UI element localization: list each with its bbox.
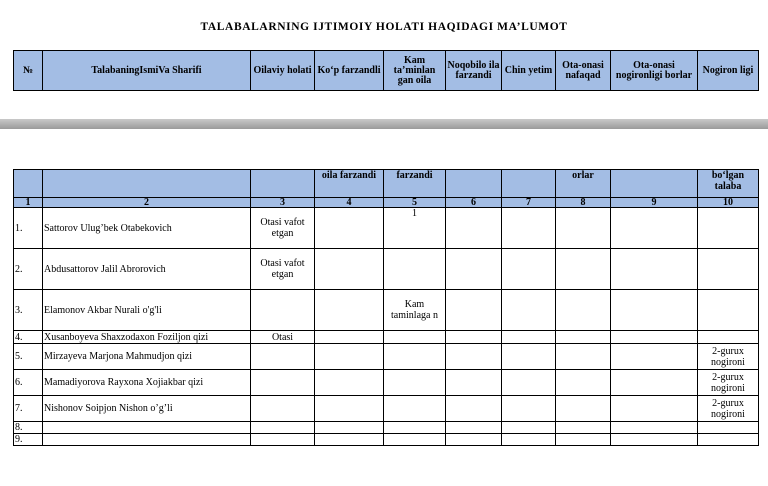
empty-cell	[315, 331, 384, 344]
disability-cell: 2-guruх nogironi	[698, 370, 759, 396]
table-row	[14, 422, 759, 434]
student-name: Abdusattorov Jalil Abrorovich	[43, 249, 251, 290]
continuation-cell	[611, 170, 698, 198]
header-cell-number: №	[14, 51, 43, 91]
column-number: 7	[502, 198, 556, 208]
empty-cell	[556, 396, 611, 422]
family-status-cell: Otasi vafot etgan	[251, 249, 315, 290]
empty-cell	[446, 370, 502, 396]
empty-cell	[446, 344, 502, 370]
empty-cell	[556, 344, 611, 370]
empty-cell	[556, 249, 611, 290]
empty-cell	[502, 422, 556, 434]
empty-cell	[315, 290, 384, 331]
table-row	[14, 344, 759, 370]
empty-cell	[611, 331, 698, 344]
column-number: 1	[14, 198, 43, 208]
header-cell-disabled-family-child: Noqobilo ila farzandi	[446, 51, 502, 91]
table-row	[14, 331, 759, 344]
disability-cell	[698, 249, 759, 290]
empty-cell	[446, 249, 502, 290]
empty-cell	[556, 422, 611, 434]
empty-cell	[556, 370, 611, 396]
empty-cell	[446, 396, 502, 422]
student-name: Elamonov Akbar Nurali o'g'li	[43, 290, 251, 331]
empty-cell	[611, 344, 698, 370]
row-number: 6.	[14, 370, 43, 396]
continuation-cell	[446, 170, 502, 198]
row-number: 3.	[14, 290, 43, 331]
continuation-cell	[251, 170, 315, 198]
column-number: 3	[251, 198, 315, 208]
table-row	[14, 208, 759, 249]
continuation-cell: oila farzandi	[315, 170, 384, 198]
empty-cell	[446, 208, 502, 249]
continuation-cell: bo‘lgan talaba	[698, 170, 759, 198]
disability-cell	[698, 290, 759, 331]
page-title: TALABALARNING IJTIMOIY HOLATI HAQIDAGI MA’LUMOT	[200, 21, 568, 33]
empty-cell	[502, 434, 556, 446]
column-number: 9	[611, 198, 698, 208]
column-number: 8	[556, 198, 611, 208]
continuation-cell	[43, 170, 251, 198]
column-number: 5	[384, 198, 446, 208]
header-cell-large-family: Ko‘p farzandli	[315, 51, 384, 91]
student-name	[43, 422, 251, 434]
empty-cell	[502, 331, 556, 344]
table-row	[14, 434, 759, 446]
table-row	[14, 290, 759, 331]
empty-cell	[502, 208, 556, 249]
table-row	[14, 370, 759, 396]
empty-cell	[502, 370, 556, 396]
family-status-cell	[251, 290, 315, 331]
column-number: 6	[446, 198, 502, 208]
empty-cell	[315, 396, 384, 422]
low-income-cell: 1	[384, 208, 446, 249]
low-income-cell: Kam taminlaga n	[384, 290, 446, 331]
column-number: 10	[698, 198, 759, 208]
header-cell-orphan: Chin yetim	[502, 51, 556, 91]
family-status-cell	[251, 370, 315, 396]
low-income-cell	[384, 396, 446, 422]
empty-cell	[384, 422, 446, 434]
family-status-cell	[251, 396, 315, 422]
disability-cell: 2-gurux nogironi	[698, 344, 759, 370]
empty-cell	[446, 422, 502, 434]
empty-cell	[611, 208, 698, 249]
student-name: Mirzayeva Marjona Mahmudjon qizi	[43, 344, 251, 370]
low-income-cell	[384, 370, 446, 396]
header-cell-disability: Nogiron ligi	[698, 51, 759, 91]
empty-cell	[698, 422, 759, 434]
empty-cell	[315, 370, 384, 396]
empty-cell	[315, 434, 384, 446]
continuation-cell: farzandi	[384, 170, 446, 198]
student-name: Xusanboyeva Shaxzodaxon Foziljon qizi	[43, 331, 251, 344]
column-number: 4	[315, 198, 384, 208]
student-table	[13, 169, 759, 446]
header-cell-name: TalabaningIsmiVa Sharifi	[43, 51, 251, 91]
continuation-cell	[14, 170, 43, 198]
empty-cell	[446, 434, 502, 446]
family-status-cell: Otasi	[251, 331, 315, 344]
empty-cell	[502, 249, 556, 290]
header-row	[14, 51, 759, 91]
row-number: 2.	[14, 249, 43, 290]
empty-cell	[611, 422, 698, 434]
header-cell-low-income: Kam ta’minlan gan oila	[384, 51, 446, 91]
empty-cell	[502, 290, 556, 331]
low-income-cell	[384, 249, 446, 290]
empty-cell	[251, 434, 315, 446]
column-number-row	[14, 198, 759, 208]
empty-cell	[556, 434, 611, 446]
empty-cell	[384, 434, 446, 446]
empty-cell	[611, 396, 698, 422]
family-status-cell	[251, 344, 315, 370]
low-income-cell	[384, 331, 446, 344]
empty-cell	[611, 290, 698, 331]
student-name	[43, 434, 251, 446]
student-name: Sattorov Ulug’bek Otabekovich	[43, 208, 251, 249]
header-cell-family-status: Oilaviy holati	[251, 51, 315, 91]
disability-cell: 2-guruх nogironi	[698, 396, 759, 422]
disability-cell	[698, 208, 759, 249]
table-row	[14, 249, 759, 290]
header-cell-parents-disabled: Ota-onasi nogironligi borlar	[611, 51, 698, 91]
empty-cell	[556, 208, 611, 249]
empty-cell	[315, 249, 384, 290]
family-status-cell: Otasi vafot etgan	[251, 208, 315, 249]
empty-cell	[446, 331, 502, 344]
empty-cell	[611, 249, 698, 290]
empty-cell	[446, 290, 502, 331]
continuation-cell	[502, 170, 556, 198]
row-number: 1.	[14, 208, 43, 249]
column-number: 2	[43, 198, 251, 208]
empty-cell	[556, 331, 611, 344]
table-row	[14, 396, 759, 422]
empty-cell	[556, 290, 611, 331]
empty-cell	[611, 370, 698, 396]
row-number: 5.	[14, 344, 43, 370]
row-number: 9.	[14, 434, 43, 446]
row-number: 8.	[14, 422, 43, 434]
empty-cell	[698, 434, 759, 446]
student-name: Nishonov Soipjon Nishon o’g’li	[43, 396, 251, 422]
empty-cell	[315, 344, 384, 370]
page-separator	[0, 119, 768, 129]
empty-cell	[251, 422, 315, 434]
header-cell-parents-pension: Ota-onasi nafaqad	[556, 51, 611, 91]
empty-cell	[502, 344, 556, 370]
empty-cell	[611, 434, 698, 446]
header-continuation-row	[14, 170, 759, 198]
row-number: 4.	[14, 331, 43, 344]
empty-cell	[502, 396, 556, 422]
disability-cell	[698, 331, 759, 344]
empty-cell	[315, 208, 384, 249]
empty-cell	[315, 422, 384, 434]
continuation-cell: orlar	[556, 170, 611, 198]
student-name: Mamadiyorova Rayxona Xojiakbar qizi	[43, 370, 251, 396]
row-number: 7.	[14, 396, 43, 422]
header-table	[13, 50, 759, 91]
low-income-cell	[384, 344, 446, 370]
